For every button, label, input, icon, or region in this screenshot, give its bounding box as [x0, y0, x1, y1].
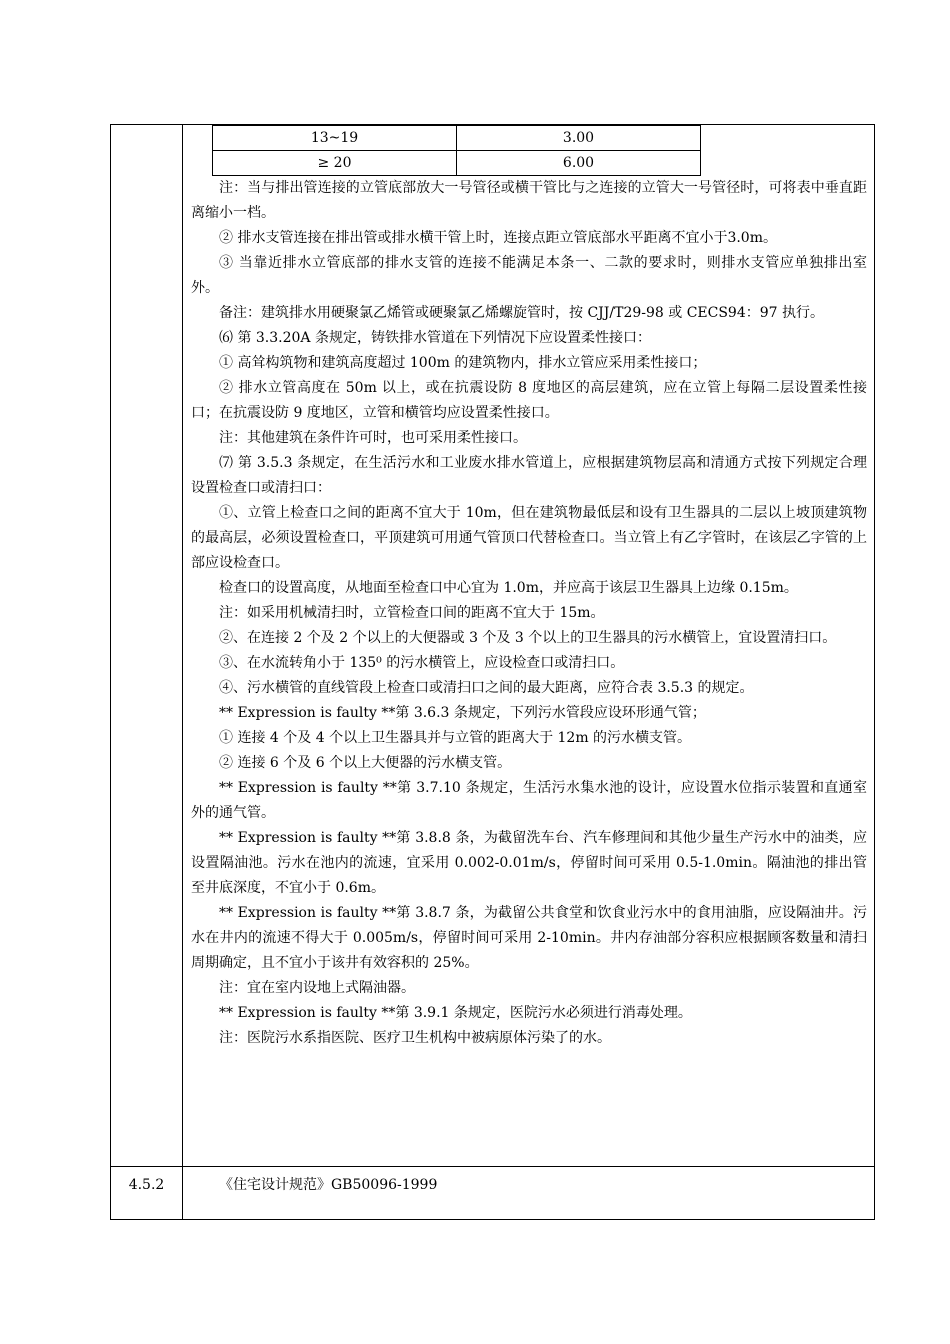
table-cell: ≥ 20 [213, 151, 457, 176]
paragraph: 备注：建筑排水用硬聚氯乙烯管或硬聚氯乙烯螺旋管时，按 CJJ/T29-98 或 CECS94：97 执行。 [219, 305, 825, 321]
paragraph: ⑺ 第 3.5.3 条规定，在生活污水和工业废水排水管道上，应根据建筑物层高和清通方式按下列规定合理设置检查口或清扫口： [191, 455, 867, 496]
table-row [213, 126, 701, 151]
paragraph: ** Expression is faulty **第 3.6.3 条规定，下列污水管段应设环形通气管； [219, 705, 706, 721]
section-number-cell-empty [111, 125, 183, 1167]
section-body-cell [183, 125, 875, 1167]
table-cell: 13~19 [213, 126, 457, 151]
paragraph: ①、立管上检查口之间的距离不宜大于 10m，但在建筑物最低层和设有卫生器具的二层以上坡顶建筑物的最高层，必须设置检查口，平顶建筑可用通气管顶口代替检查口。当立管上有乙字管时，在该层乙字管的上部应设检查口。 [191, 505, 867, 571]
paragraph: 注：宜在室内设地上式隔油器。 [219, 980, 415, 996]
section-number: 4.5.2 [111, 1167, 183, 1220]
paragraph: ⑹ 第 3.3.20A 条规定，铸铁排水管道在下列情况下应设置柔性接口： [219, 330, 651, 346]
section-row [111, 1167, 875, 1220]
paragraph: ** Expression is faulty **第 3.8.8 条，为截留洗车台、汽车修理间和其他少量生产污水中的油类，应设置隔油池。污水在池内的流速，宜采用 0.002-0.01m/s，停留时间可采用 0.5-1.0min。隔油池的排出管至井底深度，不宜小于 0.6m。 [191, 830, 867, 896]
paragraph: ② 连接 6 个及 6 个以上大便器的污水横支管。 [219, 755, 512, 771]
paragraph: 注：其他建筑在条件许可时，也可采用柔性接口。 [219, 430, 527, 446]
table-cell: 3.00 [457, 126, 701, 151]
paragraph: ④、污水横管的直线管段上检查口或清扫口之间的最大距离，应符合表 3.5.3 的规定。 [219, 680, 754, 696]
section-title: 《住宅设计规范》GB50096-1999 [183, 1167, 875, 1220]
paragraph: ② 排水支管连接在排出管或排水横干管上时，连接点距立管底部水平距离不宜小于3.0m。 [219, 230, 777, 246]
paragraph: ** Expression is faulty **第 3.7.10 条规定，生活污水集水池的设计，应设置水位指示装置和直通室外的通气管。 [191, 780, 867, 821]
paragraph: 注：当与排出管连接的立管底部放大一号管径或横干管比与之连接的立管大一号管径时，可将表中垂直距离缩小一档。 [191, 180, 867, 221]
content-row [111, 125, 875, 1167]
paragraph: 检查口的设置高度，从地面至检查口中心宜为 1.0m，并应高于该层卫生器具上边缘 0.15m。 [219, 580, 798, 596]
paragraph: ③ 当靠近排水立管底部的排水支管的连接不能满足本条一、二款的要求时，则排水支管应单独排出室外。 [191, 255, 867, 296]
paragraph-list [191, 176, 867, 1051]
paragraph: ② 排水立管高度在 50m 以上，或在抗震设防 8 度地区的高层建筑，应在立管上每隔二层设置柔性接口；在抗震设防 9 度地区，立管和横管均应设置柔性接口。 [191, 380, 867, 421]
paragraph: ** Expression is faulty **第 3.9.1 条规定，医院污水必须进行消毒处理。 [219, 1005, 692, 1021]
document-table [110, 124, 875, 1220]
paragraph: 注：医院污水系指医院、医疗卫生机构中被病原体污染了的水。 [219, 1030, 611, 1046]
paragraph: ** Expression is faulty **第 3.8.7 条，为截留公共食堂和饮食业污水中的食用油脂，应设隔油井。污水在井内的流速不得大于 0.005m/s，停留时间可采用 2-10min。井内存油部分容积应根据顾客数量和清扫周期确定，且不宜小于该井有效容积的 25%。 [191, 905, 867, 971]
paragraph: 注：如采用机械清扫时，立管检查口间的距离不宜大于 15m。 [219, 605, 605, 621]
table-row [213, 151, 701, 176]
paragraph: ① 高耸构筑物和建筑高度超过 100m 的建筑物内，排水立管应采用柔性接口； [219, 355, 707, 371]
paragraph: ②、在连接 2 个及 2 个以上的大便器或 3 个及 3 个以上的卫生器具的污水横管上，宜设置清扫口。 [219, 630, 837, 646]
inner-distance-table [212, 125, 701, 176]
paragraph: ③、在水流转角小于 135⁰ 的污水横管上，应设检查口或清扫口。 [219, 655, 625, 671]
paragraph: ① 连接 4 个及 4 个以上卫生器具并与立管的距离大于 12m 的污水横支管。 [219, 730, 692, 746]
table-cell: 6.00 [457, 151, 701, 176]
